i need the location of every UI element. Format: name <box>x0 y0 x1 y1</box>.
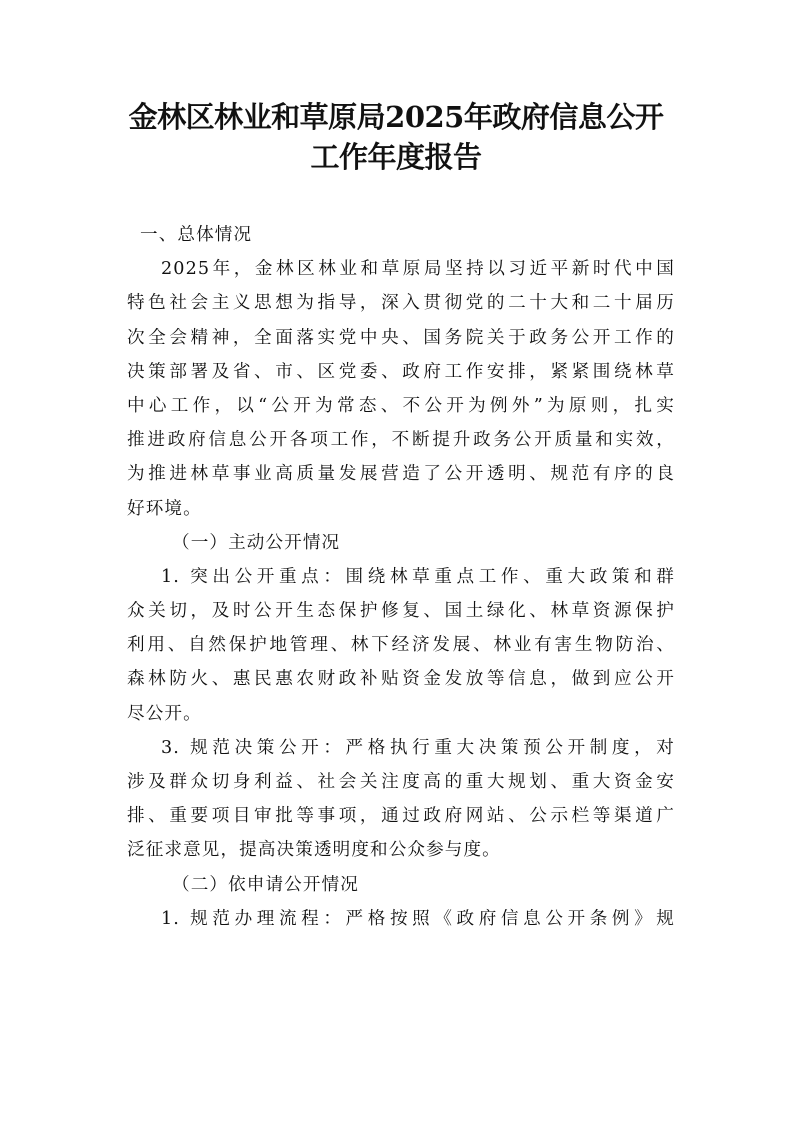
paragraph-line: 为推进林草事业高质量发展营造了公开透明、规范有序的良 <box>127 464 675 485</box>
paragraph-line: 3. 规范决策公开：严格执行重大决策预公开制度，对 <box>161 737 675 758</box>
paragraph-line: 中心工作，以“公开为常态、不公开为例外”为原则，扎实 <box>127 395 675 416</box>
report-body <box>127 218 675 936</box>
paragraph-line: 泛征求意见，提高决策透明度和公众参与度。 <box>127 840 501 861</box>
paragraph-line: 决策部署及省、市、区党委、政府工作安排，紧紧围绕林草 <box>127 361 675 382</box>
paragraph-line: 森林防火、惠民惠农财政补贴资金发放等信息，做到应公开 <box>127 669 675 690</box>
paragraph-line: 众关切，及时公开生态保护修复、国土绿化、林草资源保护 <box>127 601 675 622</box>
subsection-heading-proactive: （一）主动公开情况 <box>172 532 341 553</box>
paragraph-line: 推进政府信息公开各项工作，不断提升政务公开质量和实效， <box>127 430 675 451</box>
paragraph-line: 次全会精神，全面落实党中央、国务院关于政务公开工作的 <box>127 327 675 348</box>
paragraph-line: 涉及群众切身利益、社会关注度高的重大规划、重大资金安 <box>127 772 675 792</box>
paragraph-line: 排、重要项目审批等事项，通过政府网站、公示栏等渠道广 <box>127 806 675 827</box>
paragraph-line: 利用、自然保护地管理、林下经济发展、林业有害生物防治、 <box>127 635 675 656</box>
paragraph-line: 2025年，金林区林业和草原局坚持以习近平新时代中国 <box>161 259 675 280</box>
section-heading-overview: 一、总体情况 <box>140 225 253 245</box>
subsection-heading-on-request: （二）依申请公开情况 <box>172 874 359 895</box>
report-title-line-2: 工作年度报告 <box>310 140 482 174</box>
paragraph-line: 特色社会主义思想为指导，深入贯彻党的二十大和二十届历 <box>127 293 675 314</box>
paragraph-line: 1. 突出公开重点：围绕林草重点工作、重大政策和群 <box>161 566 675 587</box>
paragraph-line: 好环境。 <box>127 498 202 519</box>
paragraph-line: 尽公开。 <box>127 703 202 724</box>
report-title-line-1: 金林区林业和草原局2025年政府信息公开 <box>128 100 664 134</box>
paragraph-line: 1. 规范办理流程：严格按照《政府信息公开条例》规 <box>161 908 675 929</box>
report-title <box>96 97 696 177</box>
